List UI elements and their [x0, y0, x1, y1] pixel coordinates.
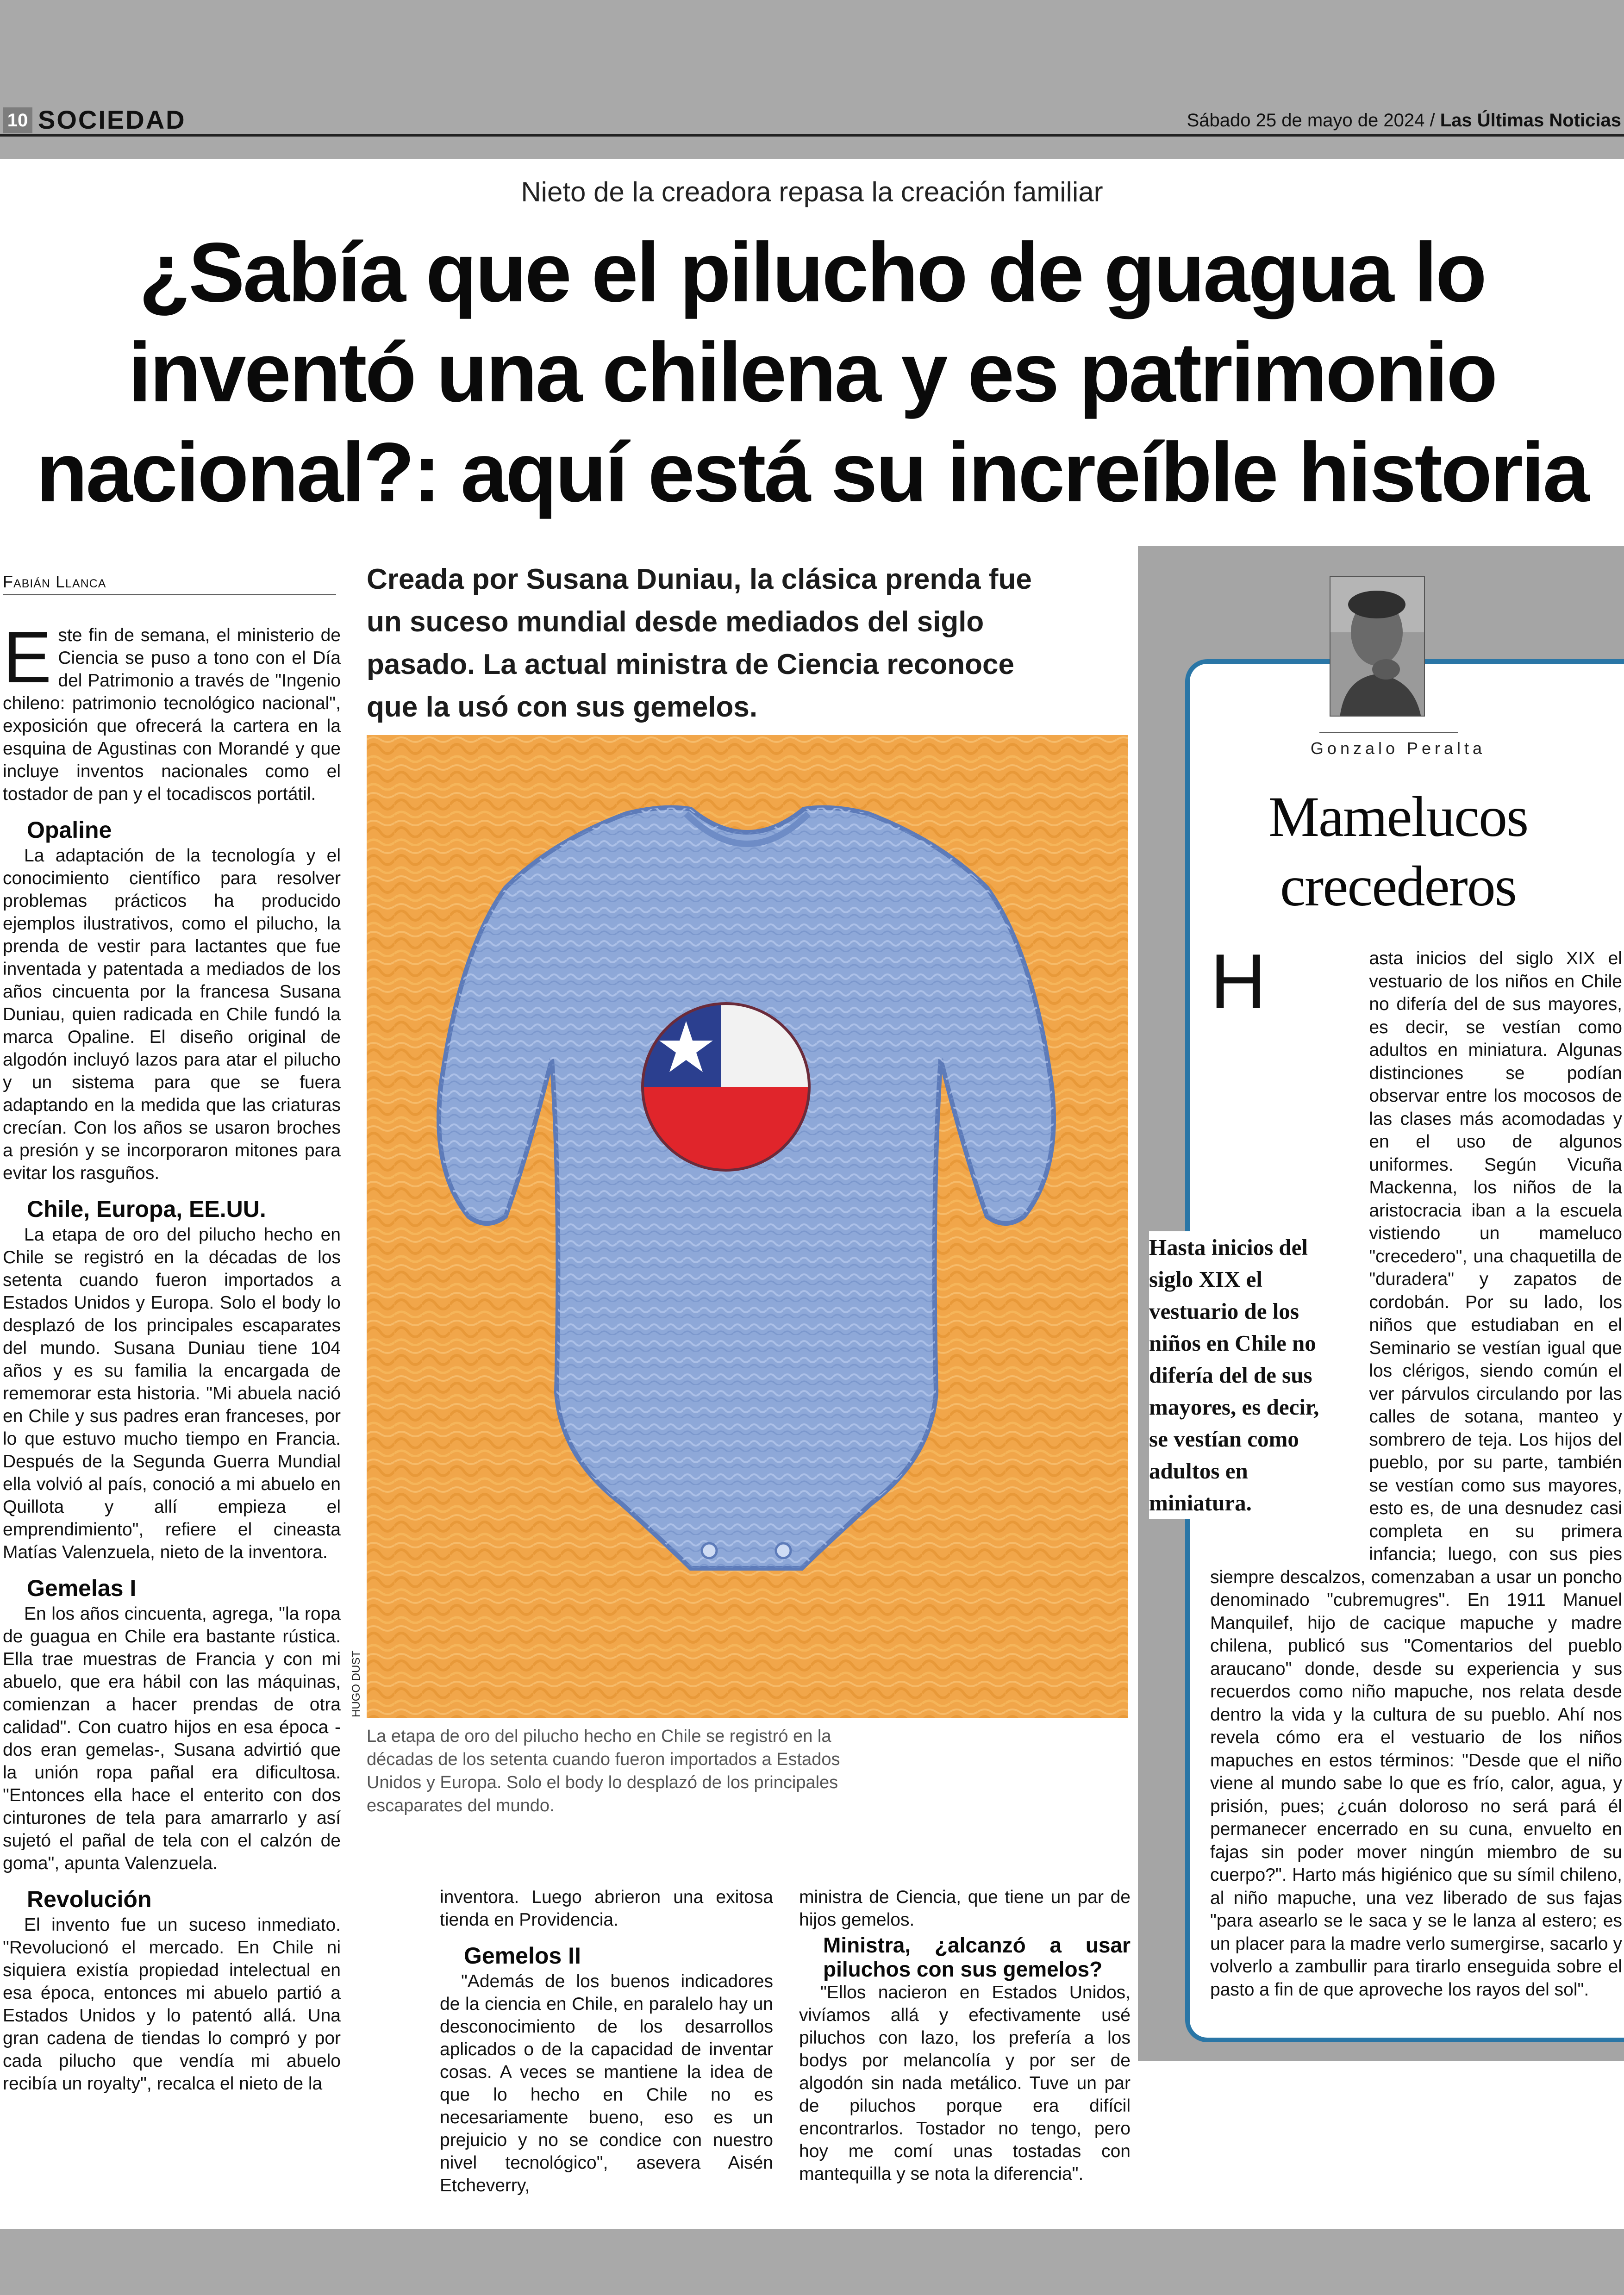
author-rule	[1319, 732, 1458, 733]
photo-caption: La etapa de oro del pilucho hecho en Chile se registró en la décadas de los setenta cuando fueron importados a Estados Unidos y Europa. Solo el body lo desplazó de los principales escaparates del mundo.	[367, 1727, 840, 1815]
column-drop-cap: H	[1210, 938, 1267, 1025]
column-title: Mamelucos crecederos	[1268, 785, 1528, 918]
byline: Fabián Llanca	[3, 572, 106, 591]
author-portrait-image	[1330, 577, 1425, 717]
paragraph-continued: inventora. Luego abrieron una exitosa tienda en Providencia.	[440, 1887, 773, 1930]
paragraph-gemelos-ii: "Además de los buenos indicadores de la ciencia en Chile, en paralelo hay un desconocimiento de los desarrollos aplicados o de la capacidad de inventar cosas. A veces se mantiene la idea de que lo hecho en Chile no es necesariamente bueno, eso es un prejuicio y no se condice con nuestro nivel tecnológico", asevera Aisén Etcheverry,	[440, 1971, 773, 2195]
dateline	[1187, 110, 1621, 131]
page-number: 10	[3, 107, 32, 133]
deck: Creada por Susana Duniau, la clásica prenda fue un suceso mundial desde mediados del siglo pasado. La actual ministra de Ciencia reconoce que la usó con sus gemelos.	[367, 563, 1032, 723]
date: Sábado 25 de mayo de 2024	[1187, 110, 1425, 131]
header-rule	[0, 134, 1624, 137]
paragraph-opaline: La adaptación de la tecnología y el conocimiento científico para resolver problemas prácticos ha producido ejemplos ilustrativos, como el pilucho, la prenda de vestir para lactantes que fue inventada y patentada a mediados de los años cincuenta por la francesa Susana Duniau, quien radicada en Chile fundó la marca Opaline. El diseño original de algodón incluyó lazos para atar el pilucho y un sistema para que se fuera adaptando en la medida que las criaturas crecían. Con los años se usaron broches a presión y se incorporaron mitones para evitar los rasguños.	[3, 846, 341, 1183]
paragraph-revolucion: El invento fue un suceso inmediato. "Revolucionó el mercado. En Chile ni siquiera existía propiedad intelectual en esa época, entonces mi abuelo partió a Estados Unidos y lo patentó allá. Una gran cadena de tiendas lo compró y por cada pilucho que vendía mi abuelo recibía un royalty", recalca el nieto de la	[3, 1915, 341, 2094]
author-portrait	[1330, 576, 1425, 717]
photo-credit	[350, 1648, 364, 1722]
subhead-revolucion: Revolución	[27, 1886, 152, 1912]
onesie-photo	[367, 735, 1128, 1718]
newspaper-name: Las Últimas Noticias	[1440, 110, 1621, 131]
dateline-separator: /	[1430, 110, 1435, 131]
subhead-question: Ministra, ¿alcanzó a usar piluchos con sus gemelos?	[823, 1933, 1131, 1981]
subhead-opaline: Opaline	[27, 817, 112, 843]
article-column-middle-2	[799, 1886, 1131, 2185]
chile-flag-badge	[643, 1004, 809, 1170]
subhead-gemelas: Gemelas I	[27, 1575, 137, 1601]
paragraph-gemelas: En los años cincuenta, agrega, "la ropa de guagua en Chile era bastante rústica. Ella trae muestras de Francia y con mi abuelo, que era hábil con las máquinas, comienzan a hacer prendas de otra calidad". Con cuatro hijos en esa época -dos eran gemelas-, Susana advirtió que la unión ropa pañal era dificultosa. "Entonces ella hace el enterito con dos cinturones de tela para amarrarlo y así sujetó el pañal de tela con el calzón de goma", apunta Valenzuela.	[3, 1604, 341, 1873]
article-column-left	[3, 617, 341, 2095]
column-text: asta inicios del siglo XIX el vestuario de los niños en Chile no difería del de sus mayores, es decir, se vestían como adultos en miniatura. Algunas distinciones se podían observar entre los mocosos de las clases más acomodadas y en el uso de algunos uniformes. Según Vicuña Mackenna, los niños de la aristocracia iban a la escuela vistiendo un mameluco "crecedero", una chaquetilla de "duradera" y zapatos de cordobán. Por su lado, los niños que estudiaban en el Seminario se vestían igual que los clérigos, siendo común el ver párvulos circulando por las calles de sotana, manteo y sombrero de teja. Los hijos del pueblo, por su parte, también se vestían como sus mayores, esto es, de una desnudez casi completa en su primera infancia; luego, con sus pies siempre descalzos, comenzaban a usar un poncho denominado "cubremugres". En 1911 Manuel Manquilef, hijo de cacique mapuche y madre chilena, publicó sus "Comentarios del pueblo araucano" donde, desde su experiencia y sus recuerdos como niño mapuche, nos relata desde dentro la vida y la cultura de su pueblo. Ahí nos revela cómo era el vestuario de los niños mapuches en estos términos: "Desde que el niño viene al mundo sabe lo que es frío, calor, agua, y prisión, pues; ¿cuán doloroso no será pará él permanecer encerrado en su cuna, envuelto en fajas sin poder mover ningún miembro de su cuerpo?". Harto más higiénico que su símil chileno, al niño mapuche, una vez liberado de sus fajas "para asearlo se le saca y se le lanza al estero; es un placer para la madre verlo sumergirse, sacarlo y volverlo a zambullir para tirarlo enseguida sobre el pasto a fin de que aproveche los rayos del sol".	[1210, 948, 1622, 2000]
drop-cap: E	[3, 617, 52, 698]
kicker: Nieto de la creadora repasa la creación familiar	[521, 176, 1103, 207]
subhead-chile-europa: Chile, Europa, EE.UU.	[27, 1196, 266, 1222]
author-name: Gonzalo Peralta	[1310, 739, 1486, 758]
byline-rule	[3, 594, 336, 595]
pull-quote: Hasta inicios del siglo XIX el vestuario de los niños en Chile no difería del de sus mayores, es decir, se vestían como adultos en miniatura.	[1149, 1231, 1325, 1519]
intro-paragraph	[3, 617, 341, 805]
article-column-middle-1	[440, 1886, 773, 2197]
paragraph-ministra: "Ellos nacieron en Estados Unidos, vivíamos allá y efectivamente usé piluchos con lazo, los prefería a los bodys por melancolía y por ser de algodón sin nada metálico. Tuve un par de piluchos porque era difícil encontrarlos. Tostador no tengo, pero hoy me comí unas tostadas con mantequilla y se nota la diferencia".	[799, 1983, 1131, 2184]
photo-credit-text: HUGO DUST	[350, 1651, 362, 1717]
bottom-margin	[0, 2229, 1624, 2295]
paragraph-continued-2: ministra de Ciencia, que tiene un par de hijos gemelos.	[799, 1887, 1131, 1930]
section-title: SOCIEDAD	[38, 105, 186, 134]
paragraph-chile-europa: La etapa de oro del pilucho hecho en Chile se registró en la décadas de los setenta cuando fueron importados a Estados Unidos y Europa. Solo el body lo desplazó de los principales escaparates del mundo. Susana Duniau tiene 104 años y es su familia la encargada de rememorar esta historia. "Mi abuela nació en Chile y sus padres eran franceses, por lo que estuvo mucho tiempo en Francia. Después de la Segunda Guerra Mundial ella volvió al país, conoció a mi abuelo en Quillota y allí empieza el emprendimiento", refiere el cineasta Matías Valenzuela, nieto de la inventora.	[3, 1225, 341, 1562]
intro-text: ste fin de semana, el ministerio de Ciencia se puso a tono con el Día del Patrimonio a través de "Ingenio chileno: patrimonio tecnológico nacional", exposición que ofrecerá la cartera en la esquina de Agustinas con Morandé y que incluye inventos nacionales como el tostador de pan y el tocadiscos portátil.	[3, 625, 341, 804]
subhead-gemelos-ii: Gemelos II	[464, 1943, 581, 1969]
onesie-illustration	[367, 735, 1128, 1718]
headline: ¿Sabía que el pilucho de guagua lo inventó una chilena y es patrimonio nacional?: aquí está su increíble historia	[36, 225, 1588, 519]
